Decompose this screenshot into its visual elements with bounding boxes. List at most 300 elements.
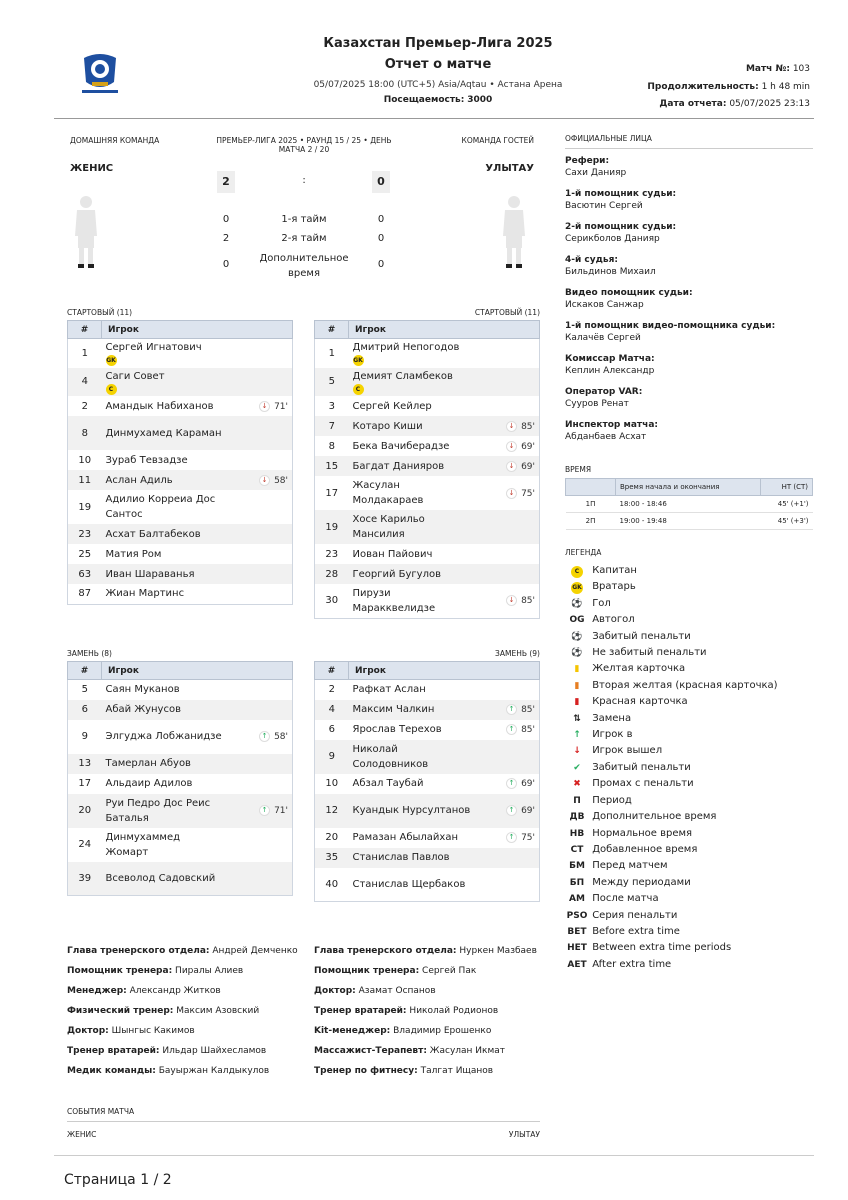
legend-icon: BET — [567, 926, 587, 937]
player-event — [478, 584, 540, 618]
player-event — [478, 680, 540, 700]
player-number: 4 — [68, 368, 102, 397]
legend-item — [565, 957, 813, 973]
official-role: Рефери: — [565, 156, 610, 166]
sub-minute: 69' — [521, 806, 535, 816]
legend-icon: ↑ — [573, 730, 581, 741]
player-name: Максим Чалкин — [352, 704, 435, 715]
staff-name: Пиралы Алиев — [175, 966, 244, 976]
player-row — [68, 774, 293, 794]
legend-item — [565, 809, 813, 825]
player-event — [231, 544, 293, 564]
player-row — [68, 339, 293, 368]
legend-item — [565, 563, 813, 579]
player-row — [68, 368, 293, 397]
legend-icon: AET — [567, 959, 587, 970]
legend-icon: ⇅ — [573, 713, 581, 724]
legend-label: Красная карточка — [592, 696, 688, 708]
player-event — [478, 544, 540, 564]
player-row — [315, 339, 540, 368]
legend-label: After extra time — [592, 958, 672, 970]
player-in-icon: ↑ — [506, 778, 517, 789]
official-entry — [565, 155, 813, 179]
player-name: Сергей Игнатович — [105, 342, 202, 353]
legend-item — [565, 776, 813, 792]
time-row: 2П 19:00 - 19:48 45' (+3') — [566, 513, 813, 530]
player-event — [478, 794, 540, 828]
player-name: Амандык Набиханов — [105, 400, 214, 412]
player-in-icon: ↑ — [506, 724, 517, 735]
legend-icon: П — [573, 795, 581, 806]
away-starting-table — [314, 320, 540, 619]
official-name: Сахи Данияр — [565, 168, 627, 178]
staff-entry — [314, 1041, 554, 1061]
home-staff — [67, 941, 307, 1081]
staff-name: Александр Житков — [129, 986, 221, 996]
away-team-name: УЛЫТАУ — [485, 163, 534, 174]
staff-role: Менеджер: — [67, 986, 127, 996]
player-event — [478, 396, 540, 416]
page-number: Страница 1 / 2 — [64, 1172, 172, 1188]
player-number: 23 — [68, 524, 102, 544]
player-event — [478, 368, 540, 397]
legend-item — [565, 612, 813, 628]
legend-item — [565, 858, 813, 874]
player-name: Котаро Киши — [352, 420, 423, 432]
legend-icon: GK — [565, 580, 589, 595]
legend-label: Серия пенальти — [592, 909, 678, 921]
player-name: Дмитрий Непогодов — [352, 342, 460, 353]
legend-item — [565, 629, 813, 645]
away-starting-label: СТАРТОВЫЙ (11) — [474, 308, 540, 317]
staff-entry — [67, 961, 307, 981]
player-out-icon: ↓ — [506, 595, 517, 606]
player-number: 1 — [81, 347, 88, 359]
player-event — [231, 700, 293, 720]
staff-name: Талгат Ищанов — [420, 1066, 494, 1076]
legend-item — [565, 694, 813, 710]
player-name: Багдат Данияров — [352, 460, 445, 472]
sub-minute: 69' — [521, 441, 535, 452]
player-row — [68, 680, 293, 700]
player-row — [315, 368, 540, 397]
official-role: Видео помощник судьи: — [565, 288, 693, 298]
legend-icon: ⚽ — [571, 648, 583, 659]
player-row — [68, 490, 293, 524]
player-event — [478, 476, 540, 510]
staff-entry — [67, 1021, 307, 1041]
staff-entry — [314, 941, 554, 961]
official-name: Сууров Ренат — [565, 399, 629, 409]
player-event — [231, 450, 293, 470]
player-row — [315, 700, 540, 720]
col-num: # — [315, 321, 349, 339]
legend-icon: HET — [567, 943, 587, 954]
home-subs-table-wrap — [67, 661, 293, 896]
player-row — [315, 436, 540, 456]
legend-list — [565, 563, 813, 973]
goalkeeper-badge: GK — [353, 357, 363, 364]
legend-item — [565, 743, 813, 759]
player-number: 20 — [68, 794, 102, 828]
player-event — [231, 339, 293, 368]
staff-role: Kit-менеджер: — [314, 1026, 391, 1036]
player-event — [478, 416, 540, 436]
col-player: Игрок — [349, 662, 540, 680]
player-out-icon: ↓ — [506, 441, 517, 452]
player-number: 63 — [68, 564, 102, 584]
staff-role: Доктор: — [67, 1026, 109, 1036]
player-event — [478, 848, 540, 868]
player-event — [478, 828, 540, 848]
staff-role: Доктор: — [314, 986, 356, 996]
player-number: 5 — [315, 368, 349, 397]
player-name: Зураб Тевзадзе — [105, 454, 188, 466]
player-row — [68, 470, 293, 490]
player-row — [68, 524, 293, 544]
player-name: Абзал Таубай — [352, 778, 424, 789]
player-event — [231, 396, 293, 416]
legend-label: Замена — [592, 712, 632, 724]
legend-icon: PSO — [566, 910, 588, 921]
staff-entry — [314, 981, 554, 1001]
official-name: Васютин Сергей — [565, 201, 643, 211]
player-name: Ярослав Терехов — [352, 724, 442, 735]
legend-item — [565, 579, 813, 595]
staff-name: Сергей Пак — [422, 966, 477, 976]
legend-label: Забитый пенальти — [592, 761, 691, 773]
col-num: # — [68, 321, 102, 339]
player-number: 19 — [78, 501, 92, 513]
time-table-wrap — [565, 478, 813, 530]
player-event — [478, 868, 540, 902]
staff-role: Медик команды: — [67, 1066, 156, 1076]
home-score: 2 — [217, 171, 235, 193]
legend-label: Between extra time periods — [592, 942, 732, 954]
staff-name: Шынгыс Какимов — [111, 1026, 195, 1036]
home-starting-table-wrap — [67, 320, 293, 605]
staff-role: Массажист-Терапевт: — [314, 1046, 427, 1056]
player-event — [478, 740, 540, 774]
staff-name: Нуркен Мазбаев — [459, 946, 537, 956]
player-row — [315, 720, 540, 740]
official-role: Комиссар Матча: — [565, 354, 655, 364]
player-event — [231, 774, 293, 794]
player-number: 39 — [68, 862, 102, 896]
player-row — [315, 848, 540, 868]
player-name: Абай Жунусов — [105, 704, 181, 715]
staff-name: Ильдар Шайхесламов — [162, 1046, 267, 1056]
player-name: Матия Ром — [105, 548, 162, 560]
home-team-name: ЖЕНИС — [70, 163, 114, 174]
player-out-icon: ↓ — [506, 488, 517, 499]
player-number: 2 — [81, 400, 88, 412]
player-number: 20 — [325, 832, 339, 843]
legend-label: Вторая желтая (красная карточка) — [592, 679, 778, 691]
legend-icon: ДВ — [569, 812, 585, 823]
player-number: 15 — [315, 456, 349, 476]
player-event — [231, 470, 293, 490]
player-row — [68, 416, 293, 450]
player-event — [231, 524, 293, 544]
player-out-icon: ↓ — [506, 421, 517, 432]
legend-icon: ✖ — [573, 779, 581, 790]
staff-name: Бауыржан Калдыкулов — [158, 1066, 270, 1076]
player-number: 8 — [328, 440, 335, 452]
player-event — [231, 490, 293, 524]
staff-entry — [314, 961, 554, 981]
player-row — [315, 456, 540, 476]
player-row — [68, 700, 293, 720]
footer-divider — [54, 1155, 814, 1156]
player-name: Саян Муканов — [105, 684, 180, 696]
col-player: Игрок — [102, 662, 293, 680]
attendance: Посещаемость: 3000 — [383, 95, 493, 105]
period-away: 0 — [377, 233, 385, 244]
player-row — [68, 450, 293, 470]
player-name: Тамерлан Абуов — [105, 758, 191, 769]
official-role: 1-й помощник видео-помощника судьи: — [565, 321, 776, 331]
legend-icon: ⚽ — [571, 598, 583, 609]
match-number: Матч №: 103 — [745, 64, 810, 74]
legend-label: Игрок в — [592, 729, 633, 741]
player-name: Динмухамед Караман — [105, 427, 222, 439]
legend-icon: ▮ — [574, 680, 580, 691]
legend-icon: БП — [569, 877, 585, 888]
period-label: 2-я тайм — [281, 233, 327, 244]
match-info: 05/07/2025 18:00 (UTC+5) Asia/Aqtau • Астана Арена — [313, 80, 563, 90]
staff-role: Физический тренер: — [67, 1006, 174, 1016]
player-event — [231, 754, 293, 774]
player-name: Иван Шараванья — [105, 568, 195, 580]
legend-icon: АМ — [569, 894, 585, 905]
official-entry — [565, 320, 813, 344]
player-name: Аслан Адиль — [105, 474, 173, 486]
sub-minute: 75' — [521, 488, 535, 499]
player-number: 12 — [315, 794, 349, 828]
player-event — [231, 720, 293, 754]
player-name: Динмухаммед Жомарт — [105, 831, 181, 858]
legend-icon: ✔ — [573, 762, 581, 773]
time-title: ВРЕМЯ — [565, 465, 592, 474]
period-label: Дополнительное время — [259, 253, 349, 279]
legend-label: Между периодами — [592, 876, 691, 888]
official-name: Искаков Санжар — [565, 300, 644, 310]
staff-entry — [67, 941, 307, 961]
official-role: 2-й помощник судьи: — [565, 222, 677, 232]
player-event — [478, 700, 540, 720]
official-role: 4-й судья: — [565, 255, 618, 265]
period-home: 0 — [222, 259, 230, 270]
sub-minute: 58' — [274, 475, 288, 486]
legend-title: ЛЕГЕНДА — [565, 548, 602, 557]
player-row — [315, 584, 540, 618]
staff-entry — [314, 1061, 554, 1081]
legend-label: Добавленное время — [592, 843, 698, 855]
official-entry — [565, 221, 813, 245]
player-row — [315, 868, 540, 902]
player-out-icon: ↓ — [259, 401, 270, 412]
legend-label: Нормальное время — [592, 827, 693, 839]
player-in-icon: ↑ — [259, 805, 270, 816]
player-name: Адилио Корреиа Дос Сантос — [105, 494, 216, 520]
player-name: Альдаир Адилов — [105, 778, 193, 789]
legend-label: Период — [592, 794, 632, 806]
player-number: 13 — [68, 754, 102, 774]
player-row — [68, 564, 293, 584]
legend-icon: OG — [569, 615, 585, 626]
player-number: 19 — [315, 510, 349, 544]
player-row — [68, 754, 293, 774]
staff-role: Тренер по фитнесу: — [314, 1066, 418, 1076]
player-row — [315, 544, 540, 564]
legend-item — [565, 661, 813, 677]
player-number: 5 — [81, 684, 88, 696]
sub-minute: 69' — [521, 779, 535, 789]
report-subtitle: Отчет о матче — [384, 57, 492, 72]
legend-icon: ▮ — [574, 664, 580, 675]
legend-icon: ▮ — [574, 697, 580, 708]
player-event — [478, 510, 540, 544]
player-row — [315, 828, 540, 848]
staff-role: Глава тренерского отдела: — [67, 946, 210, 956]
col-num: # — [315, 662, 349, 680]
staff-role: Помощник тренера: — [314, 966, 420, 976]
staff-role: Тренер вратарей: — [314, 1006, 407, 1016]
player-event — [231, 584, 293, 604]
legend-icon: БМ — [569, 861, 585, 872]
staff-entry — [314, 1001, 554, 1021]
player-number: 24 — [78, 839, 92, 850]
period-home: 2 — [222, 233, 230, 244]
officials-divider — [565, 148, 813, 149]
player-name: Всеволод Садовский — [105, 872, 216, 884]
legend-icon: НВ — [569, 828, 585, 839]
player-number: 17 — [325, 487, 339, 499]
player-in-icon: ↑ — [506, 805, 517, 816]
player-name: Рамазан Абылайхан — [352, 832, 458, 843]
player-number: 4 — [315, 700, 349, 720]
away-staff — [314, 941, 554, 1081]
player-in-icon: ↑ — [506, 832, 517, 843]
events-home: ЖЕНИС — [67, 1130, 97, 1139]
player-event — [231, 794, 293, 828]
staff-name: Азамат Оспанов — [358, 986, 436, 996]
staff-entry — [67, 1061, 307, 1081]
player-number: 10 — [325, 778, 339, 789]
player-row — [315, 396, 540, 416]
staff-entry — [67, 1001, 307, 1021]
home-jersey — [72, 192, 100, 272]
legend-item — [565, 826, 813, 842]
player-event — [231, 680, 293, 700]
player-number: 1 — [328, 347, 335, 359]
player-name: Жиан Мартинс — [105, 588, 185, 600]
period-home: 0 — [222, 214, 230, 225]
player-number: 25 — [78, 548, 92, 560]
legend-label: Автогол — [592, 614, 635, 626]
events-away: УЛЫТАУ — [508, 1130, 540, 1139]
player-row — [315, 564, 540, 584]
goalkeeper-badge: GK — [106, 357, 116, 364]
official-entry — [565, 386, 813, 410]
player-out-icon: ↓ — [506, 461, 517, 472]
sub-minute: 75' — [521, 833, 535, 843]
player-number: 28 — [315, 564, 349, 584]
player-row — [68, 862, 293, 896]
home-starting-table — [67, 320, 293, 605]
legend-item — [565, 940, 813, 956]
legend-label: Промах с пенальти — [592, 778, 694, 790]
legend-item — [565, 908, 813, 924]
legend-label: Перед матчем — [592, 860, 668, 872]
player-name: Руи Педро Дос Реис Баталья — [105, 797, 211, 824]
legend-label: Игрок вышел — [592, 745, 663, 757]
report-date: Дата отчета: 05/07/2025 23:13 — [659, 99, 810, 109]
legend-icon: СТ — [570, 844, 584, 855]
period-label: 1-я тайм — [281, 214, 327, 225]
player-event — [478, 720, 540, 740]
official-name: Бильдинов Михаил — [565, 267, 656, 277]
official-name: Кеплин Александр — [565, 366, 655, 376]
player-row — [68, 794, 293, 828]
time-col-range: Время начала и окончания — [616, 479, 761, 496]
player-name: Асхат Балтабеков — [105, 528, 201, 540]
player-name: Станислав Павлов — [352, 852, 450, 863]
player-row — [315, 794, 540, 828]
staff-entry — [67, 981, 307, 1001]
away-starting-table-wrap — [314, 320, 540, 619]
player-in-icon: ↑ — [506, 704, 517, 715]
legend-item — [565, 596, 813, 612]
legend-label: Капитан — [592, 565, 637, 576]
col-player: Игрок — [102, 321, 293, 339]
staff-role: Глава тренерского отдела: — [314, 946, 457, 956]
sub-minute: 71' — [274, 401, 288, 412]
player-event — [478, 774, 540, 794]
staff-name: Владимир Ерошенко — [393, 1026, 492, 1036]
home-subs-label: ЗАМЕНЬ (8) — [67, 649, 112, 658]
player-row — [68, 720, 293, 754]
player-event — [478, 456, 540, 476]
player-event — [478, 436, 540, 456]
official-entry — [565, 353, 813, 377]
sub-minute: 85' — [521, 705, 535, 715]
player-name: Хосе Карильо Мансилия — [352, 514, 425, 540]
player-row — [315, 476, 540, 510]
official-name: Серикболов Данияр — [565, 234, 660, 244]
officials-title: ОФИЦИАЛЬНЫЕ ЛИЦА — [565, 134, 652, 143]
player-row — [315, 416, 540, 436]
sub-minute: 71' — [274, 806, 288, 816]
player-number: 3 — [328, 400, 335, 412]
player-number: 9 — [81, 731, 88, 742]
legend-item — [565, 875, 813, 891]
legend-item — [565, 760, 813, 776]
player-name: Куандык Нурсултанов — [352, 805, 471, 816]
player-row — [68, 828, 293, 862]
legend-label: Желтая карточка — [592, 663, 686, 675]
away-jersey — [500, 192, 528, 272]
official-name: Абданбаев Асхат — [565, 432, 647, 442]
official-role: Инспектор матча: — [565, 420, 658, 430]
legend-label: Забитый пенальти — [592, 630, 691, 642]
events-divider — [67, 1121, 540, 1122]
player-in-icon: ↑ — [259, 731, 270, 742]
legend-icon: C — [565, 564, 589, 579]
sub-minute: 85' — [521, 725, 535, 735]
report-title: Казахстан Премьер-Лига 2025 — [323, 36, 553, 51]
